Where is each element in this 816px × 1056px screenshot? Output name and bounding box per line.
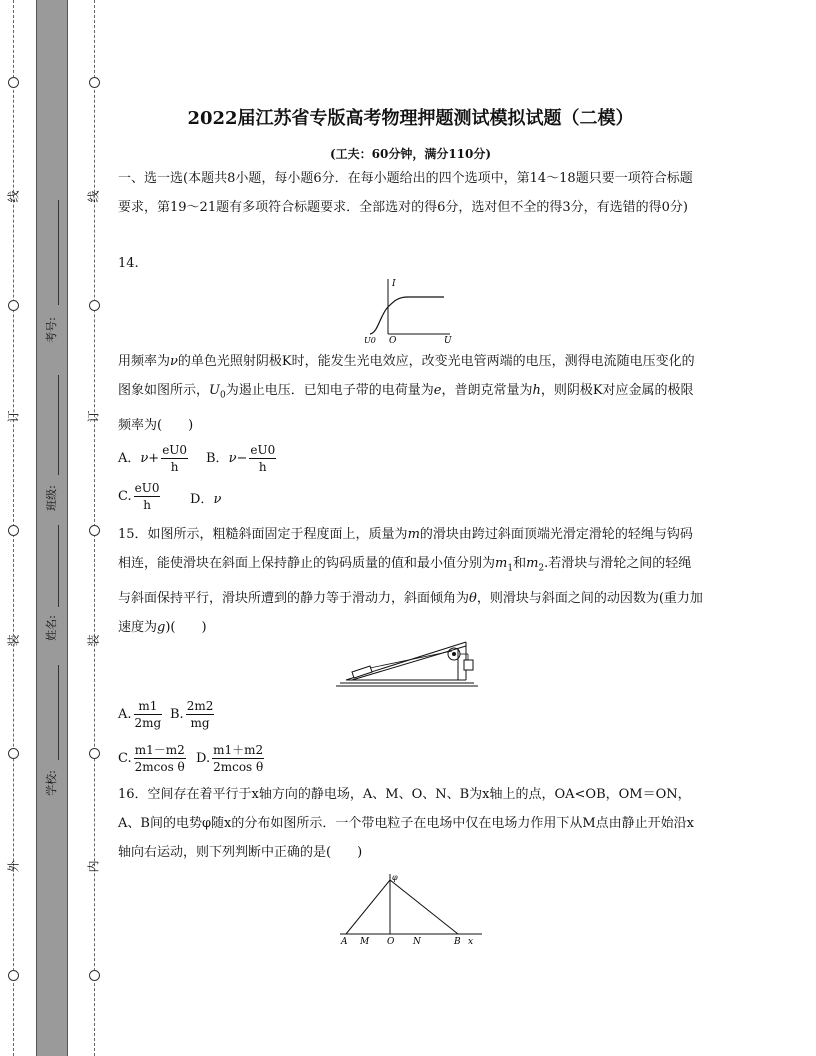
- q14-number: 14.: [118, 256, 139, 271]
- outer-char-zhuang: 装: [6, 634, 21, 647]
- section-instructions: 一、选一选(本题共8小题，每小题6分．在每小题给出的四个选项中，第14～18题只要一项符合标题要求，第19～21题有多项符合标题要求．全部选对的得6分，选对但不全的得3分，有选错的得0分): [118, 171, 693, 215]
- q16-graph-label-n: N: [413, 937, 421, 947]
- field-line-kaohao: [58, 200, 59, 305]
- binding-hole: [8, 970, 19, 981]
- field-line-xingming: [58, 525, 59, 607]
- outer-char-wai: 外: [6, 860, 21, 873]
- q14-option-a[interactable]: A．ν+ $\frac{eU0}{h}$: [118, 443, 188, 474]
- inner-char-ding: 订: [86, 410, 101, 423]
- binding-hole: [8, 748, 19, 759]
- q15-option-d[interactable]: D. $\frac{m1+m2}{\text{2mcos θ}}$: [196, 743, 264, 774]
- q16-graph-label-x: x: [468, 937, 474, 947]
- binding-gray-bar: [36, 0, 68, 1056]
- binding-hole: [89, 77, 100, 88]
- q14-option-d[interactable]: D．ν: [190, 492, 222, 507]
- inner-char-nei: 内: [86, 860, 101, 873]
- binding-hole: [8, 300, 19, 311]
- field-label-banji: 班级:: [44, 485, 58, 511]
- q15-stem: 15．如图所示，粗糙斜面固定于程度面上，质量为m的滑块由跨过斜面顶端光滑定滑轮的轻绳与钩码相连，能使滑块在斜面上保持静止的钩码质量的值和最小值分别为$m_1$和$m_2$.若滑块与滑轮之间的轻绳与斜面保持平行，滑块所遭到的静力等于滑动力，斜面倾角为θ，则滑块与斜面之间的动因数为(重力加速度为g)( ): [118, 527, 703, 635]
- q15-option-c[interactable]: C. $\frac{m1-m2}{\text{2mcos θ}}$: [118, 743, 185, 774]
- q15-option-b[interactable]: B. $\frac{2m2}{mg}$: [170, 699, 214, 730]
- q14-graph-label-i: I: [392, 279, 396, 289]
- inner-char-xian: 线: [86, 190, 101, 203]
- field-label-xuexiao: 学校:: [44, 770, 58, 796]
- field-line-banji: [58, 375, 59, 475]
- q16-graph-label-m: M: [360, 937, 370, 947]
- inner-char-zhuang: 装: [86, 634, 101, 647]
- q14-graph-label-origin: O: [389, 336, 397, 345]
- q14-iu-graph: [362, 275, 452, 345]
- q15-option-a[interactable]: A. $\frac{m1}{2mg}$: [118, 699, 162, 730]
- q14-graph-label-u: U: [444, 336, 452, 345]
- q16-graph-label-a: A: [341, 937, 348, 947]
- q16-stem: 16．空间存在着平行于x轴方向的静电场，A、M、O、N、B为x轴上的点，OA<OB，OM＝ON，A、B间的电势φ随x的分布如图所示．一个带电粒子在电场中仅在电场力作用下从M点由静止开始沿x轴向右运动，则下列判断中正确的是( ): [118, 787, 695, 860]
- field-label-xingming: 姓名:: [44, 615, 58, 641]
- binding-hole: [8, 525, 19, 536]
- q16-graph-label-phi: φ: [392, 873, 398, 882]
- binding-hole: [89, 525, 100, 536]
- binding-hole: [89, 970, 100, 981]
- binding-margin: [0, 0, 100, 1056]
- field-line-xuexiao: [58, 665, 59, 760]
- q15-incline-diagram: [336, 638, 482, 690]
- exam-title: 2022届江苏省专版高考物理押题测试模拟试题（二模）: [187, 108, 634, 129]
- binding-hole: [8, 77, 19, 88]
- field-label-kaohao: 考号:: [44, 317, 58, 343]
- binding-hole: [89, 300, 100, 311]
- q16-potential-graph: [336, 870, 486, 948]
- q14-stem: 用频率为ν的单色光照射阴极K时，能发生光电效应，改变光电管两端的电压，测得电流随电压变化的图象如图所示，$U_0$为遏止电压．已知电子带的电荷量为e，普朗克常量为h，则阴极K对应金属的极限频率为( ): [118, 354, 695, 433]
- outer-char-ding: 订: [6, 410, 21, 423]
- outer-char-xian: 线: [6, 190, 21, 203]
- q16-graph-label-o: O: [387, 937, 395, 947]
- exam-subtitle: (工夫：60分钟，满分110分): [329, 147, 492, 161]
- q16-graph-label-b: B: [454, 937, 461, 947]
- q14-graph-label-u0: U0: [364, 336, 376, 345]
- q14-option-c[interactable]: C. $\frac{eU0}{h}$: [118, 481, 160, 512]
- binding-hole: [89, 748, 100, 759]
- q14-option-b[interactable]: B．ν− $\frac{eU0}{h}$: [206, 443, 276, 474]
